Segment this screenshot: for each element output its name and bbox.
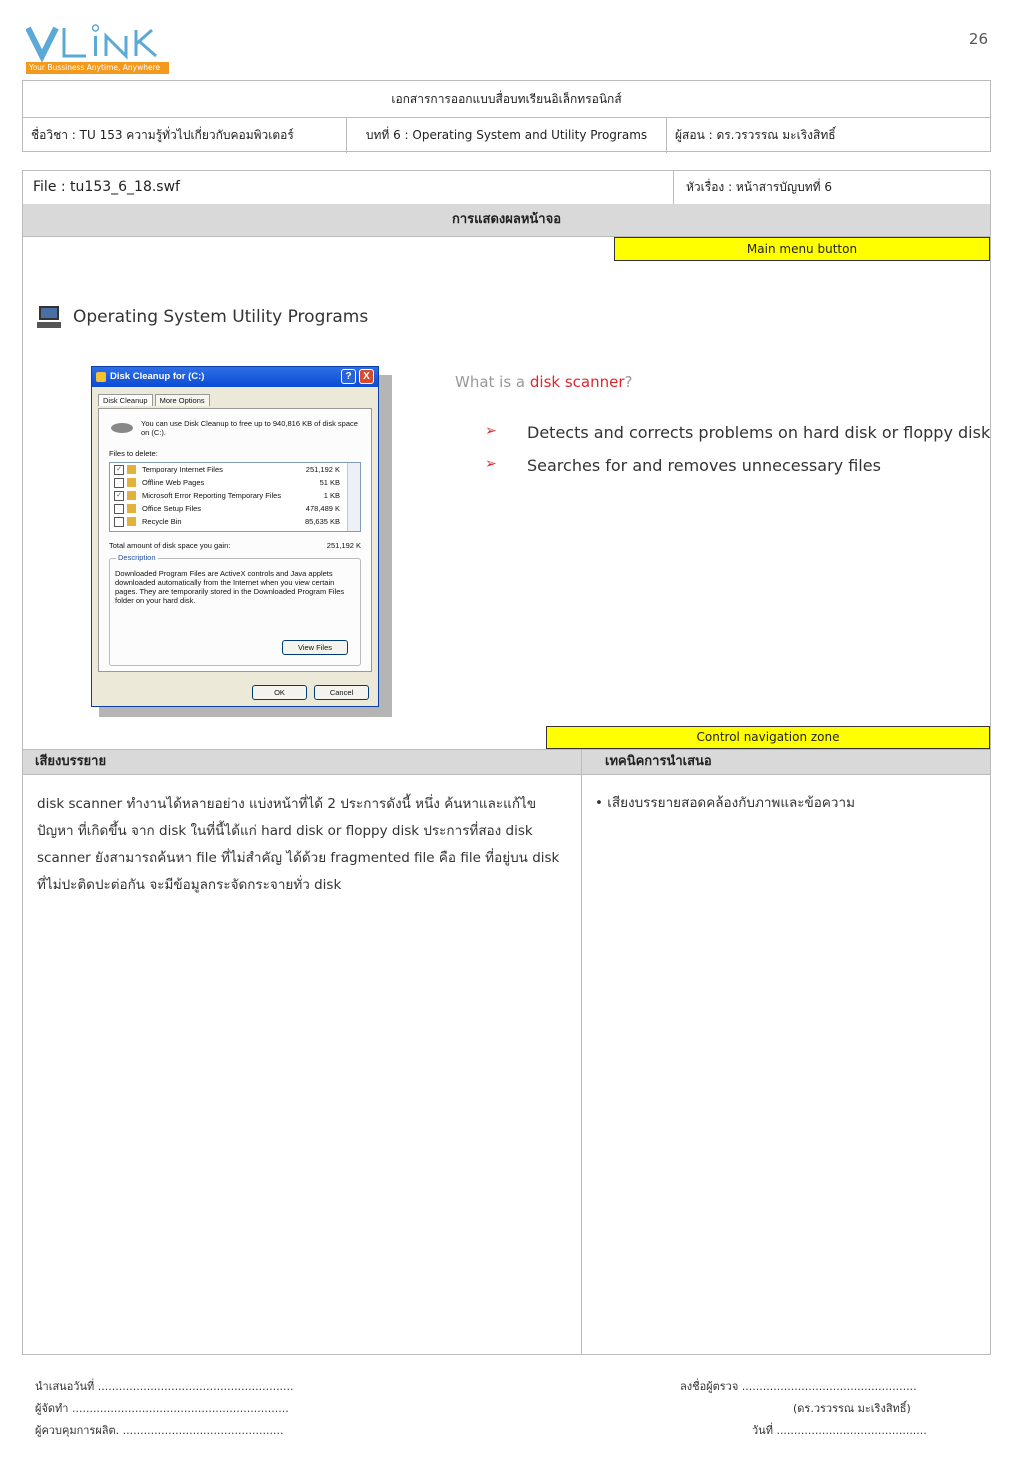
checkbox[interactable]: ✓ — [114, 491, 124, 501]
narration-heading: เสียงบรรยาย — [35, 754, 107, 769]
checkbox[interactable] — [114, 504, 124, 514]
tab-disk-cleanup[interactable]: Disk Cleanup — [98, 394, 153, 406]
dialog-intro: You can use Disk Cleanup to free up to 940,816 KB of disk space on (C:). — [141, 419, 358, 437]
description-label: Description — [118, 553, 156, 562]
page-number: 26 — [968, 30, 988, 48]
list-item-size: 1 KB — [323, 491, 340, 500]
list-item-name: Microsoft Error Reporting Temporary Files — [142, 491, 282, 500]
question-highlight: disk scanner — [529, 373, 625, 391]
total-space-label: Total amount of disk space you gain: — [109, 541, 231, 550]
files-list — [109, 462, 361, 532]
total-space-value: 251,192 K — [326, 541, 361, 550]
file-row — [23, 171, 990, 205]
technique-item: • เสียงบรรยายสอดคล้องกับภาพและข้อความ — [595, 795, 855, 811]
presented-date-line: นำเสนอวันที่ ........................................................ — [35, 1380, 294, 1393]
disk-cleanup-dialog — [91, 366, 379, 707]
list-item-name: Recycle Bin — [142, 517, 182, 526]
chapter-name: บทที่ 6 : Operating System and Utility Programs — [347, 118, 667, 153]
ok-button[interactable]: OK — [252, 685, 307, 700]
dialog-panel — [98, 408, 372, 672]
close-button[interactable]: X — [359, 369, 374, 384]
files-to-delete-label: Files to delete: — [109, 449, 158, 458]
arrow-bullet-icon: ➢ — [485, 423, 497, 439]
bullet-text: Searches for and removes unnecessary files — [527, 456, 881, 475]
file-icon — [127, 504, 136, 513]
producer-line: ผู้ควบคุมการผลิต. .............................................. — [35, 1424, 284, 1437]
help-button[interactable]: ? — [341, 369, 356, 384]
list-item-size: 478,489 K — [305, 504, 340, 513]
list-item[interactable] — [110, 502, 360, 515]
list-item-name: Offline Web Pages — [142, 478, 205, 487]
instructor-name: ผู้สอน : ดร.วรวรรณ มะเริงสิทธิ์ — [675, 128, 836, 142]
review-date-line: วันที่ ........................................... — [752, 1424, 927, 1437]
storyboard-frame — [22, 170, 991, 1355]
description-group — [109, 553, 361, 666]
vlink-logo — [26, 22, 171, 74]
question-suffix: ? — [624, 373, 633, 391]
checkbox[interactable] — [114, 478, 124, 488]
tab-more-options[interactable]: More Options — [155, 394, 210, 406]
course-name: ชื่อวิชา : TU 153 ความรู้ทั่วไปเกี่ยวกับคอมพิวเตอร์ — [23, 118, 347, 153]
topic-label: หัวเรื่อง : หน้าสารบัญบทที่ 6 — [673, 171, 832, 204]
dialog-titlebar — [92, 367, 378, 387]
file-icon — [127, 465, 136, 474]
dialog-tabs — [98, 394, 212, 406]
control-navigation-zone[interactable]: Control navigation zone — [546, 726, 990, 749]
list-scrollbar[interactable] — [347, 463, 360, 531]
list-item[interactable] — [110, 463, 360, 476]
cancel-button[interactable]: Cancel — [314, 685, 369, 700]
arrow-bullet-icon: ➢ — [485, 456, 497, 472]
list-item-name: Office Setup Files — [142, 504, 202, 513]
file-icon — [127, 478, 136, 487]
screen-title-text: Operating System Utility Programs — [73, 307, 369, 327]
list-item-size: 85,635 KB — [304, 517, 340, 526]
list-item-size: 251,192 K — [305, 465, 340, 474]
made-by-line: ผู้จัดทำ .............................................................. — [35, 1402, 289, 1415]
hard-disk-icon — [111, 423, 133, 433]
description-text: Downloaded Program Files are ActiveX controls and Java applets downloaded automatically from the Internet when you view certain pages. They are temporarily stored in the Downloaded Program Files folder on your hard disk. — [115, 569, 345, 605]
main-menu-button[interactable]: Main menu button — [614, 237, 990, 261]
question-text — [455, 373, 632, 391]
dialog-title: Disk Cleanup for (C:) — [110, 371, 205, 382]
checkbox[interactable]: ✓ — [114, 465, 124, 475]
list-item[interactable] — [110, 476, 360, 489]
recycle-bin-icon — [127, 517, 136, 526]
list-item[interactable] — [110, 489, 360, 502]
list-item-name: Temporary Internet Files — [142, 465, 223, 474]
narration-header — [23, 749, 990, 775]
doc-title: เอกสารการออกแบบสื่อบทเรียนอิเล็กทรอนิกส์ — [23, 81, 990, 118]
display-section-heading: การแสดงผลหน้าจอ — [23, 204, 990, 237]
file-icon — [127, 491, 136, 500]
technique-heading: เทคนิคการนำเสนอ — [605, 754, 712, 769]
view-files-button[interactable]: View Files — [282, 640, 348, 655]
narration-text: disk scanner ทำงานได้หลายอย่าง แบ่งหน้าที่ได้ 2 ประการดังนี้ หนึ่ง ค้นหาและแก้ไขปัญหา ที่เกิดขึ้น จาก disk ในที่นี้ได้แก่ hard disk or floppy disk ประการที่สอง disk scanner ยังสามารถค้นหา file ที่ไม่สำคัญ ได้ด้วย fragmented file คือ file ที่อยู่บน disk ที่ไม่ปะติดปะต่อกัน จะมีข้อมูลกระจัดกระจายทั่ว disk — [37, 796, 560, 893]
file-name: File : tu153_6_18.swf — [33, 179, 180, 195]
question-prefix: What is a — [455, 373, 530, 391]
reviewer-signature-line: ลงชื่อผู้ตรวจ .................................................. — [680, 1380, 917, 1393]
checkbox[interactable] — [114, 517, 124, 527]
logo-tagline: Your Bussiness Anytime, Anywhere — [26, 62, 169, 74]
disk-cleanup-icon — [96, 372, 106, 382]
list-item-size: 51 KB — [319, 478, 340, 487]
reviewer-name: (ดร.วรวรรณ มะเริงสิทธิ์) — [793, 1402, 911, 1415]
document-header — [22, 80, 991, 152]
computer-icon — [37, 306, 63, 328]
screen-title — [37, 306, 368, 328]
column-divider — [581, 749, 582, 1354]
total-space — [109, 541, 361, 550]
bullet-text: Detects and corrects problems on hard disk or floppy disk — [527, 423, 991, 442]
vlink-logo-mark — [26, 22, 171, 62]
list-item[interactable] — [110, 515, 360, 528]
